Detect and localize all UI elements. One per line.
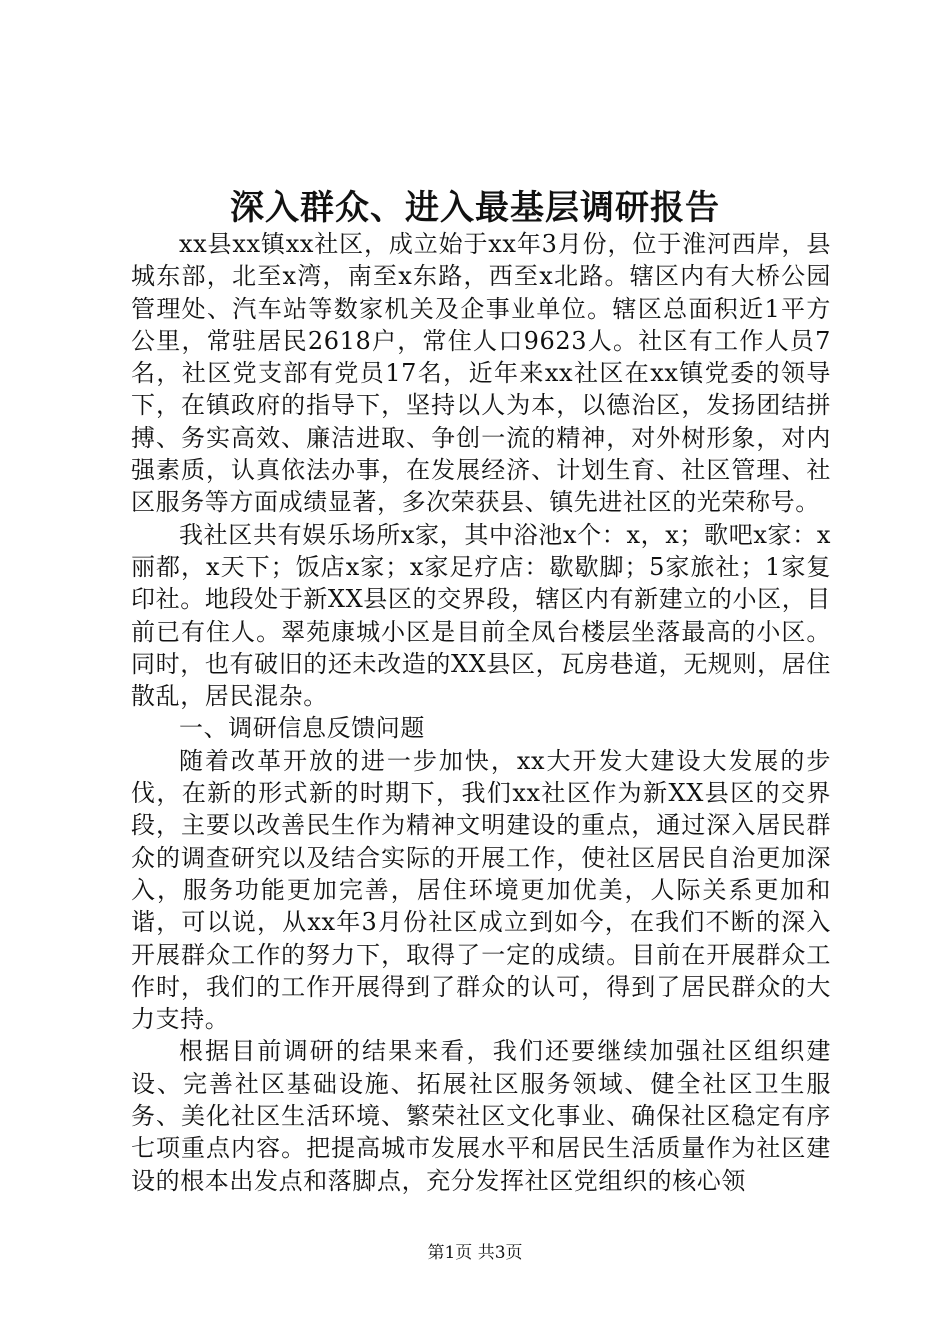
paragraph-entertainment-venues: 我社区共有娱乐场所x家，其中浴池x个：x，x；歌吧x家：x丽都，x天下；饭店x家；x家足疗店：歇歇脚；5家旅社；1家复印社。地段处于新XX县区的交界段，辖区内有新建立的小区，目前已有住人。翠苑康城小区是目前全凤台楼层坐落最高的小区。同时，也有破旧的还未改造的XX县区，瓦房巷道，无规则，居住散乱，居民混杂。	[131, 520, 831, 711]
paragraph-community-overview: xx县xx镇xx社区，成立始于xx年3月份，位于淮河西岸，县城东部，北至x湾，南至x东路，西至x北路。辖区内有大桥公园管理处、汽车站等数家机关及企事业单位。辖区总面积近1平方公里，常驻居民2618户，常住人口9623人。社区有工作人员7名，社区党支部有党员17名，近年来xx社区在xx镇党委的领导下，在镇政府的指导下，坚持以人为本，以德治区，发扬团结拼搏、务实高效、廉洁进取、争创一流的精神，对外树形象，对内强素质，认真依法办事，在发展经济、计划生育、社区管理、社区服务等方面成绩显著，多次荣获县、镇先进社区的光荣称号。	[131, 230, 831, 517]
document-body	[131, 228, 831, 1197]
paragraph-reform-progress: 随着改革开放的进一步加快，xx大开发大建设大发展的步伐，在新的形式新的时期下，我们xx社区作为新XX县区的交界段，主要以改善民生作为精神文明建设的重点，通过深入居民群众的调查研究以及结合实际的开展工作，使社区居民自治更加深入，服务功能更加完善，居住环境更加优美，人际关系更加和谐，可以说，从xx年3月份社区成立到如今，在我们不断的深入开展群众工作的努力下，取得了一定的成绩。目前在开展群众工作时，我们的工作开展得到了群众的认可，得到了居民群众的大力支持。	[131, 746, 831, 1034]
section-heading-feedback: 一、调研信息反馈问题	[179, 714, 425, 743]
paragraph-research-results: 根据目前调研的结果来看，我们还要继续加强社区组织建设、完善社区基础设施、拓展社区服务领域、健全社区卫生服务、美化社区生活环境、繁荣社区文化事业、确保社区稳定有序七项重点内容。把提高城市发展水平和居民生活质量作为社区建设的根本出发点和落脚点，充分发挥社区党组织的核心领	[131, 1037, 831, 1195]
document-title: 深入群众、进入最基层调研报告	[230, 188, 720, 228]
page-number-footer: 第1页 共3页	[427, 1243, 523, 1263]
